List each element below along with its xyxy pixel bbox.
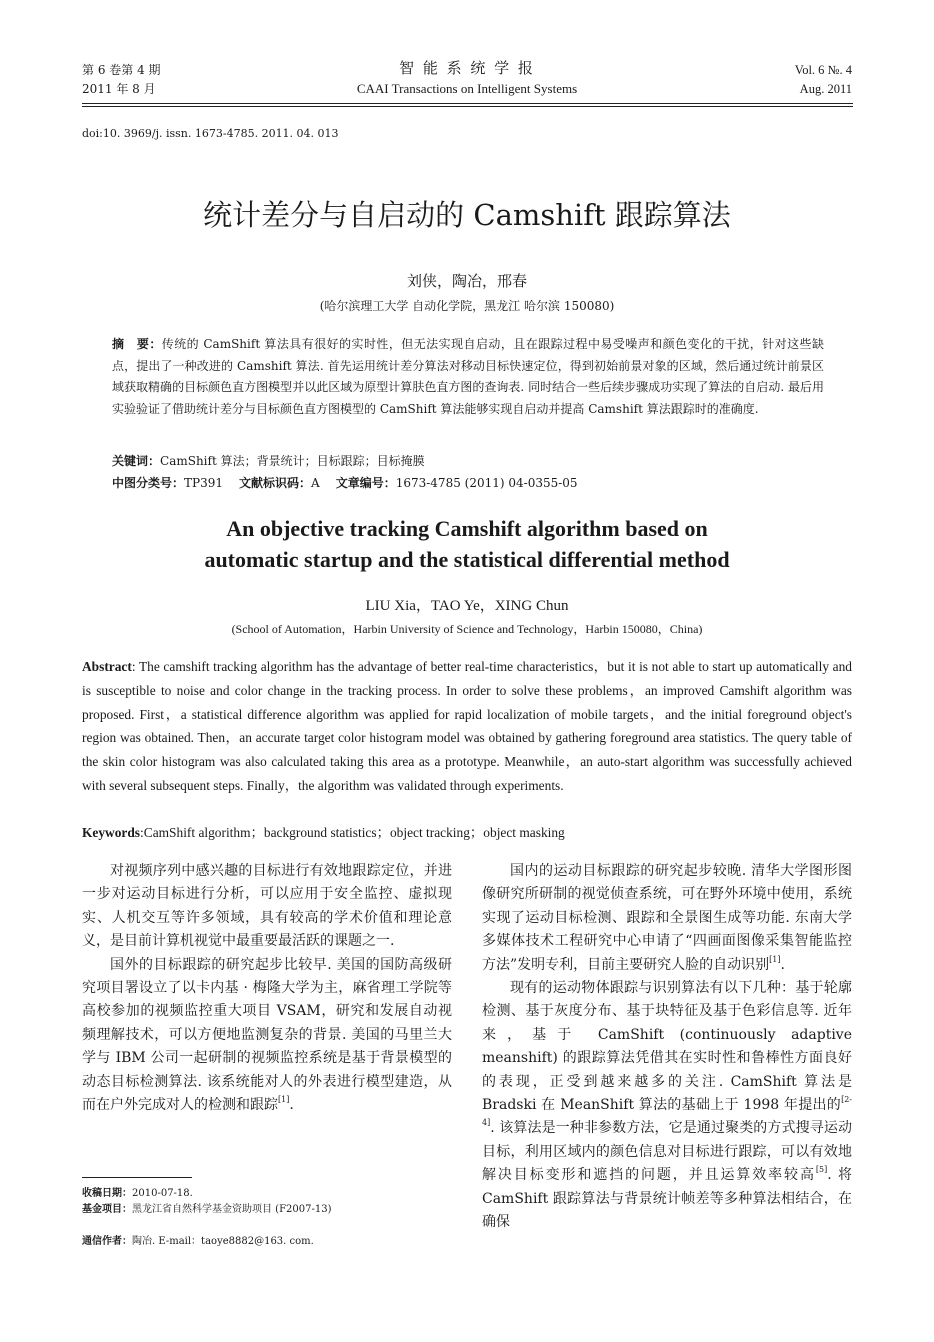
- paragraph-end: .: [780, 956, 785, 973]
- keywords-cn: [112, 452, 824, 470]
- abstract-cn-text: 传统的 CamShift 算法具有很好的实时性，但无法实现自启动，且在跟踪过程中易受噪声和颜色变化的干扰，针对这些缺点，提出了一种改进的 Camshift 算法. 首先运用统计差分算法对移动目标快速定位，得到初始前景对象的区域，然后通过统计前景区域获取精确的目标颜色直方图模型并以此区域为原型计算肤色直方图的查询表. 同时结合一些后续步骤成功实现了算法的自启动. 最后用实验验证了借助统计差分与目标颜色直方图模型的 CamShift 算法能够实现自启动并提高 Camshift 算法跟踪时的准确度.: [112, 337, 824, 416]
- keywords-en-label: Keywords: [82, 825, 141, 840]
- paper-title-en-line1: An objective tracking Camshift algorithm based on: [226, 516, 708, 541]
- paragraph-text: . 该算法是一种非参数方法，它是通过聚类的方式搜寻运动目标，利用区域内的颜色信息对目标进行跟踪，可以有效地解决目标变形和遮挡的问题，并且运算效率较高: [482, 1120, 852, 1184]
- doccode-value: A: [311, 476, 320, 490]
- abstract-cn-label: 摘 要：: [112, 337, 162, 351]
- paragraph-text: . 将 CamShift 跟踪算法与背景统计帧差等多种算法相结合，在确保: [482, 1167, 853, 1231]
- doccode-label: 文献标识码：: [239, 476, 312, 490]
- paragraph-end: .: [289, 1097, 294, 1114]
- citation-ref: [2-4]: [482, 1095, 852, 1128]
- header-rule-top: [82, 103, 853, 104]
- paper-title-en-line2: automatic startup and the statistical differential method: [204, 547, 730, 572]
- authors-en: LIU Xia，TAO Ye，XING Chun: [365, 598, 569, 614]
- date-en: Aug. 2011: [799, 82, 852, 96]
- body-paragraph: [482, 977, 852, 1234]
- issue-date: 2011 年 8 月: [82, 82, 156, 96]
- paragraph-text: 国内的运动目标跟踪的研究起步较晚. 清华大学图形图像研究所研制的视觉侦查系统，可在野外环境中使用，系统实现了运动目标检测、跟踪和全景图生成等功能. 东南大学多媒体技术工程研究中心申请了“四画面图像采集智能监控方法”发明专利，目前主要研究人脸的自动识别: [482, 863, 852, 973]
- received-date: [82, 1186, 452, 1202]
- affiliation-cn: (哈尔滨理工大学 自动化学院，黑龙江 哈尔滨 150080): [319, 299, 615, 313]
- article-number-value: 1673-4785 (2011) 04-0355-05: [395, 476, 578, 490]
- corresponding-label: 通信作者：: [82, 1236, 132, 1247]
- body-left-column: [82, 860, 452, 1117]
- paper-title-cn: 统计差分与自启动的 Camshift 跟踪算法: [203, 198, 731, 232]
- body-paragraph: [82, 954, 452, 1118]
- clc-label: 中图分类号：: [112, 476, 185, 490]
- footnote-rule: [82, 1177, 192, 1178]
- keywords-cn-label: 关键词：: [112, 454, 161, 468]
- clc-value: TP391: [184, 476, 223, 490]
- header-rule-bottom: [82, 106, 853, 107]
- fund-label: 基金项目：: [82, 1204, 132, 1215]
- article-number-label: 文章编号：: [335, 476, 396, 490]
- body-paragraph: [82, 860, 452, 954]
- keywords-en: Keywords:CamShift algorithm；background statistics；object tracking；object masking: [82, 825, 565, 840]
- journal-name-cn: 智 能 系 统 学 报: [399, 59, 535, 77]
- abstract-cn: [112, 334, 824, 420]
- affiliation-en: (School of Automation，Harbin University of Science and Technology，Harbin 150080，China): [231, 622, 703, 636]
- received-label: 收稿日期：: [82, 1188, 132, 1199]
- abstract-en-label: Abstract: [82, 659, 132, 674]
- classification-line: [112, 474, 824, 492]
- paragraph-text: 现有的运动物体跟踪与识别算法有以下几种：基于轮廓检测、基于灰度分布、基于块特征及基于色彩信息等. 近年来，基于 CamShift (continuously adaptive meanshift) 的跟踪算法凭借其在实时性和鲁棒性方面良好的表现，正受到越来越多的关注. CamShift 算法是 Bradski 在 MeanShift 算法的基础上于 1998 年提出的: [482, 980, 852, 1114]
- citation-ref: [1]: [278, 1095, 290, 1105]
- paragraph-text: 对视频序列中感兴趣的目标进行有效地跟踪定位，并进一步对运动目标进行分析，可以应用于安全监控、虚拟现实、人机交互等许多领域，具有较高的学术价值和理论意义，是目前计算机视觉中最重要最活跃的课题之一.: [82, 863, 452, 950]
- keywords-en-text: CamShift algorithm；background statistics；object tracking；object masking: [143, 825, 565, 840]
- abstract-en-text: The camshift tracking algorithm has the advantage of better real-time characteristics，but it is not able to start up automatically and is susceptible to noise and color change in the tracking process. In order to solve these problems，an improved Camshift algorithm was proposed. First，a statistical difference algorithm was applied for rapid localization of mobile targets，and the initial foreground object's region was obtained. Then，an accurate target color histogram model was obtained by gathering foreground area statistics. The query table of the skin color histogram was also calculated taking this area as a prototype. Meanwhile，an auto-start algorithm was successfully achieved with several subsequent steps. Finally，the algorithm was validated through experiments.: [82, 659, 852, 793]
- corresponding-author: [82, 1234, 452, 1250]
- corresponding-value: 陶冶. E-mail：taoye8882@163. com.: [132, 1236, 314, 1247]
- volume-en: Vol. 6 №. 4: [794, 63, 852, 77]
- paper-title-en: [0, 513, 934, 575]
- issue-number: 第 6 卷第 4 期: [82, 63, 161, 77]
- journal-name-en: CAAI Transactions on Intelligent Systems: [356, 81, 578, 96]
- fund-info: [82, 1202, 452, 1218]
- keywords-cn-text: CamShift 算法；背景统计；目标跟踪；目标掩膜: [160, 454, 425, 468]
- body-paragraph: [482, 860, 852, 977]
- citation-ref: [1]: [769, 954, 781, 964]
- abstract-en: Abstract: The camshift tracking algorithm has the advantage of better real-time characteristics，but it is not able to start up automatically and is susceptible to noise and color change in the tracking process. In order to solve these problems，an improved Camshift algorithm was proposed. First，a statistical difference algorithm was applied for rapid localization of mobile targets，and the initial foreground object's region was obtained. Then，an accurate target color histogram model was obtained by gathering foreground area statistics. The query table of the skin color histogram was also calculated taking this area as a prototype. Meanwhile，an auto-start algorithm was successfully achieved with several subsequent steps. Finally，the algorithm was validated through experiments.: [82, 659, 852, 793]
- paragraph-text: 国外的目标跟踪的研究起步比较早. 美国的国防高级研究项目署设立了以卡内基 · 梅隆大学为主，麻省理工学院等高校参加的视频监控重大项目 VSAM，研究和发展自动视频理解技术，可以方便地监测复杂的背景. 美国的马里兰大学与 IBM 公司一起研制的视频监控系统是基于背景模型的动态目标检测算法. 该系统能对人的外表进行模型建造，从而在户外完成对人的检测和跟踪: [82, 956, 452, 1114]
- citation-ref: [5]: [815, 1165, 828, 1175]
- fund-value: 黑龙江省自然科学基金资助项目 (F2007-13): [132, 1204, 332, 1215]
- doi-line: doi:10. 3969/j. issn. 1673-4785. 2011. 04. 013: [82, 127, 339, 140]
- received-value: 2010-07-18.: [132, 1188, 193, 1199]
- body-right-column: [482, 860, 852, 1235]
- authors-cn: 刘侠，陶冶，邢春: [406, 272, 527, 290]
